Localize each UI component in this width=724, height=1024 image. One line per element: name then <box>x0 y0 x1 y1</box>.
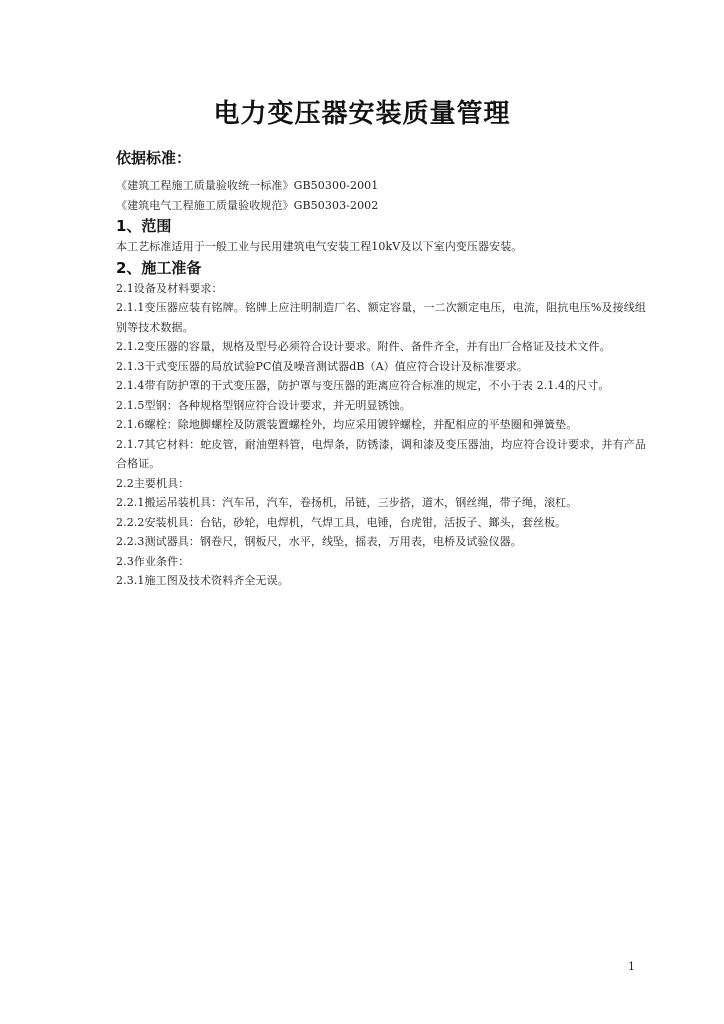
section-paragraph: 2.1.5型钢：各种规格型钢应符合设计要求，并无明显锈蚀。 <box>116 398 411 412</box>
page-number: 1 <box>628 960 635 973</box>
section-paragraph: 2.2.3测试器具：钢卷尺，钢板尺，水平，线坠，摇表，万用表，电桥及试验仪器。 <box>116 535 522 548</box>
section-paragraph: 2.2.1搬运吊装机具：汽车吊，汽车，卷扬机，吊链，三步搭，道木，钢丝绳，带子绳，滚杠。 <box>116 496 578 509</box>
section-paragraph: 2.1.6螺栓：除地脚螺栓及防震装置螺栓外，均应采用镀锌螺栓，并配相应的平垫圈和弹簧垫。 <box>116 418 578 431</box>
document-body <box>116 148 646 591</box>
section-paragraph: 2.1设备及材料要求： <box>116 281 223 295</box>
basis-item: 《建筑电气工程施工质量验收规范》GB50303-2002 <box>116 198 379 212</box>
basis-item: 《建筑工程施工质量验收统一标准》GB50300-2001 <box>116 179 379 192</box>
section-paragraph: 2.3.1施工图及技术资料齐全无误。 <box>116 574 289 587</box>
section-heading-scope: 1、范围 <box>116 217 172 235</box>
section-paragraph: 2.1.1变压器应装有铭牌。铭牌上应注明制造厂名、额定容量，一二次额定电压，电流，阻抗电压%及接线组别等技术数据。 <box>116 301 646 334</box>
section-paragraph: 2.1.4带有防护罩的干式变压器，防护罩与变压器的距离应符合标准的规定，不小于表 2.1.4的尺寸。 <box>116 379 610 392</box>
section-paragraph: 本工艺标准适用于一般工业与民用建筑电气安装工程10kV及以下室内变压器安装。 <box>116 240 523 253</box>
basis-heading: 依据标准： <box>116 149 192 167</box>
section-heading-preparation: 2、施工准备 <box>116 258 202 277</box>
section-paragraph: 2.1.3干式变压器的局放试验PC值及噪音测试器dB（A）值应符合设计及标准要求。 <box>116 359 528 373</box>
section-paragraph: 2.1.2变压器的容量，规格及型号必须符合设计要求。附件、备件齐全，并有出厂合格证及技术文件。 <box>116 340 611 353</box>
section-paragraph: 2.1.7其它材料：蛇皮管，耐油塑料管，电焊条，防锈漆，调和漆及变压器油，均应符合设计要求，并有产品合格证。 <box>116 437 646 470</box>
document-title: 电力变压器安装质量管理 <box>213 99 511 129</box>
section-paragraph: 2.2.2安装机具：台钻，砂轮，电焊机，气焊工具，电锤，台虎钳，活扳子、鎯头，套丝板。 <box>116 515 567 529</box>
section-paragraph: 2.3作业条件： <box>116 554 190 568</box>
section-paragraph: 2.2主要机具： <box>116 476 190 490</box>
